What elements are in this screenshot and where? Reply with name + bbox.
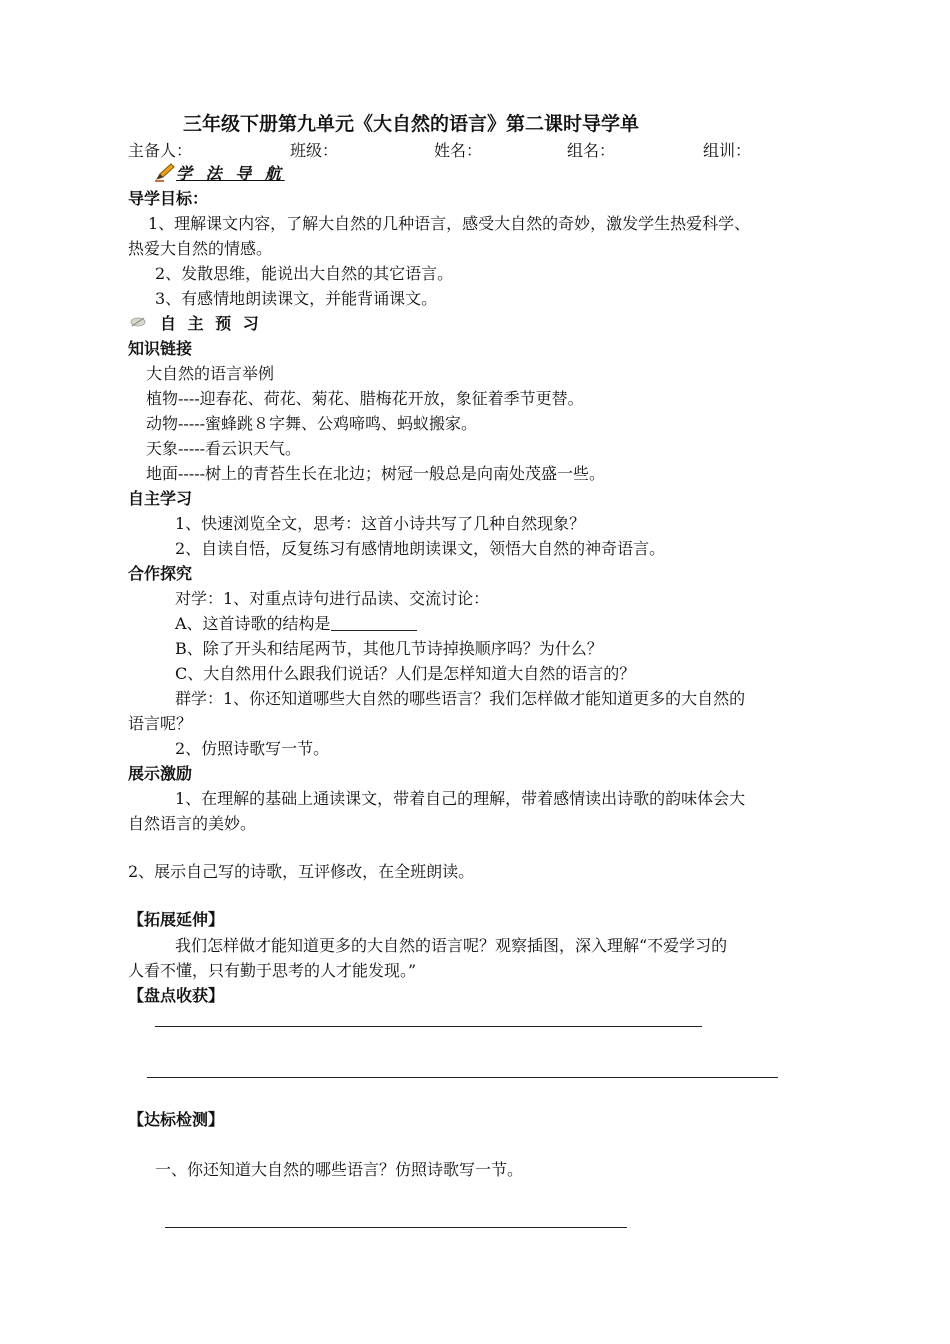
showcase-2: 2、展示自己写的诗歌，互评修改，在全班朗读。: [128, 862, 475, 881]
question-a: [175, 614, 417, 634]
objective-3: 3、有感情地朗读课文，并能背诵课文。: [155, 289, 438, 308]
group-study-line2: 语言呢？: [128, 714, 193, 733]
test-question-1: 一、你还知道大自然的哪些语言？仿照诗歌写一节。: [155, 1160, 524, 1179]
knowledge-intro: 大自然的语言举例: [146, 364, 275, 383]
harvest-heading: 【盘点收获】: [128, 986, 225, 1005]
showcase-heading: 展示激励: [128, 764, 193, 783]
question-a-text: A、这首诗歌的结构是: [175, 614, 331, 633]
objectives-heading: 导学目标：: [128, 189, 209, 208]
preparer-label: 主备人：: [128, 141, 193, 160]
objective-1-line2: 热爱大自然的情感。: [128, 239, 273, 258]
harvest-answer-line-1[interactable]: [155, 1026, 702, 1027]
group-label: 组名：: [567, 141, 616, 160]
test-answer-line[interactable]: [165, 1227, 627, 1228]
question-b: B、除了开头和结尾两节，其他几节诗掉换顺序吗？为什么？: [175, 639, 603, 658]
group-study-2: 2、仿照诗歌写一节。: [175, 739, 330, 758]
guide-heading: 学 法 导 航: [176, 164, 285, 183]
cooperation-heading: 合作探究: [128, 564, 193, 583]
extension-heading: 【拓展延伸】: [128, 910, 225, 929]
objective-2: 2、发散思维，能说出大自然的其它语言。: [155, 264, 454, 283]
objective-1-line1: 1、理解课文内容，了解大自然的几种语言，感受大自然的奇妙，激发学生热爱科学、: [148, 214, 751, 233]
group-study-line1: 群学：1、你还知道哪些大自然的哪些语言？我们怎样做才能知道更多的大自然的: [175, 689, 746, 708]
name-label: 姓名：: [434, 141, 483, 160]
motto-label: 组训：: [703, 141, 752, 160]
page-title: 三年级下册第九单元《大自然的语言》第二课时导学单: [183, 113, 640, 135]
knowledge-sky: 天象-----看云识天气。: [146, 439, 302, 458]
knowledge-ground: 地面-----树上的青苔生长在北边；树冠一般总是向南处茂盛一些。: [146, 464, 606, 483]
answer-blank[interactable]: [331, 616, 417, 631]
question-c: C、大自然用什么跟我们说话？人们是怎样知道大自然的语言的？: [175, 664, 636, 683]
showcase-1-line2: 自然语言的美妙。: [128, 814, 257, 833]
feather-icon: [130, 315, 146, 329]
extension-line1: 我们怎样做才能知道更多的大自然的语言呢？观察插图，深入理解“不爱学习的: [175, 936, 728, 955]
test-heading: 【达标检测】: [128, 1110, 225, 1129]
pencil-icon: [154, 162, 176, 182]
pair-study: 对学：1、对重点诗句进行品读、交流讨论：: [175, 589, 490, 608]
knowledge-plant: 植物----迎春花、荷花、菊花、腊梅花开放，象征着季节更替。: [146, 389, 584, 408]
class-label: 班级：: [290, 141, 339, 160]
knowledge-animal: 动物-----蜜蜂跳８字舞、公鸡啼鸣、蚂蚁搬家。: [146, 414, 478, 433]
self-study-heading: 自主学习: [128, 489, 193, 508]
self-study-2: 2、自读自悟，反复练习有感情地朗读课文，领悟大自然的神奇语言。: [175, 539, 666, 558]
self-study-1: 1、快速浏览全文，思考：这首小诗共写了几种自然现象？: [175, 514, 586, 533]
preview-heading: 自 主 预 习: [160, 314, 262, 333]
knowledge-heading: 知识链接: [128, 339, 193, 358]
harvest-answer-line-2[interactable]: [147, 1077, 778, 1078]
showcase-1-line1: 1、在理解的基础上通读课文，带着自己的理解，带着感情读出诗歌的韵味体会大: [175, 789, 746, 808]
extension-line2: 人看不懂，只有勤于思考的人才能发现。”: [128, 961, 417, 980]
